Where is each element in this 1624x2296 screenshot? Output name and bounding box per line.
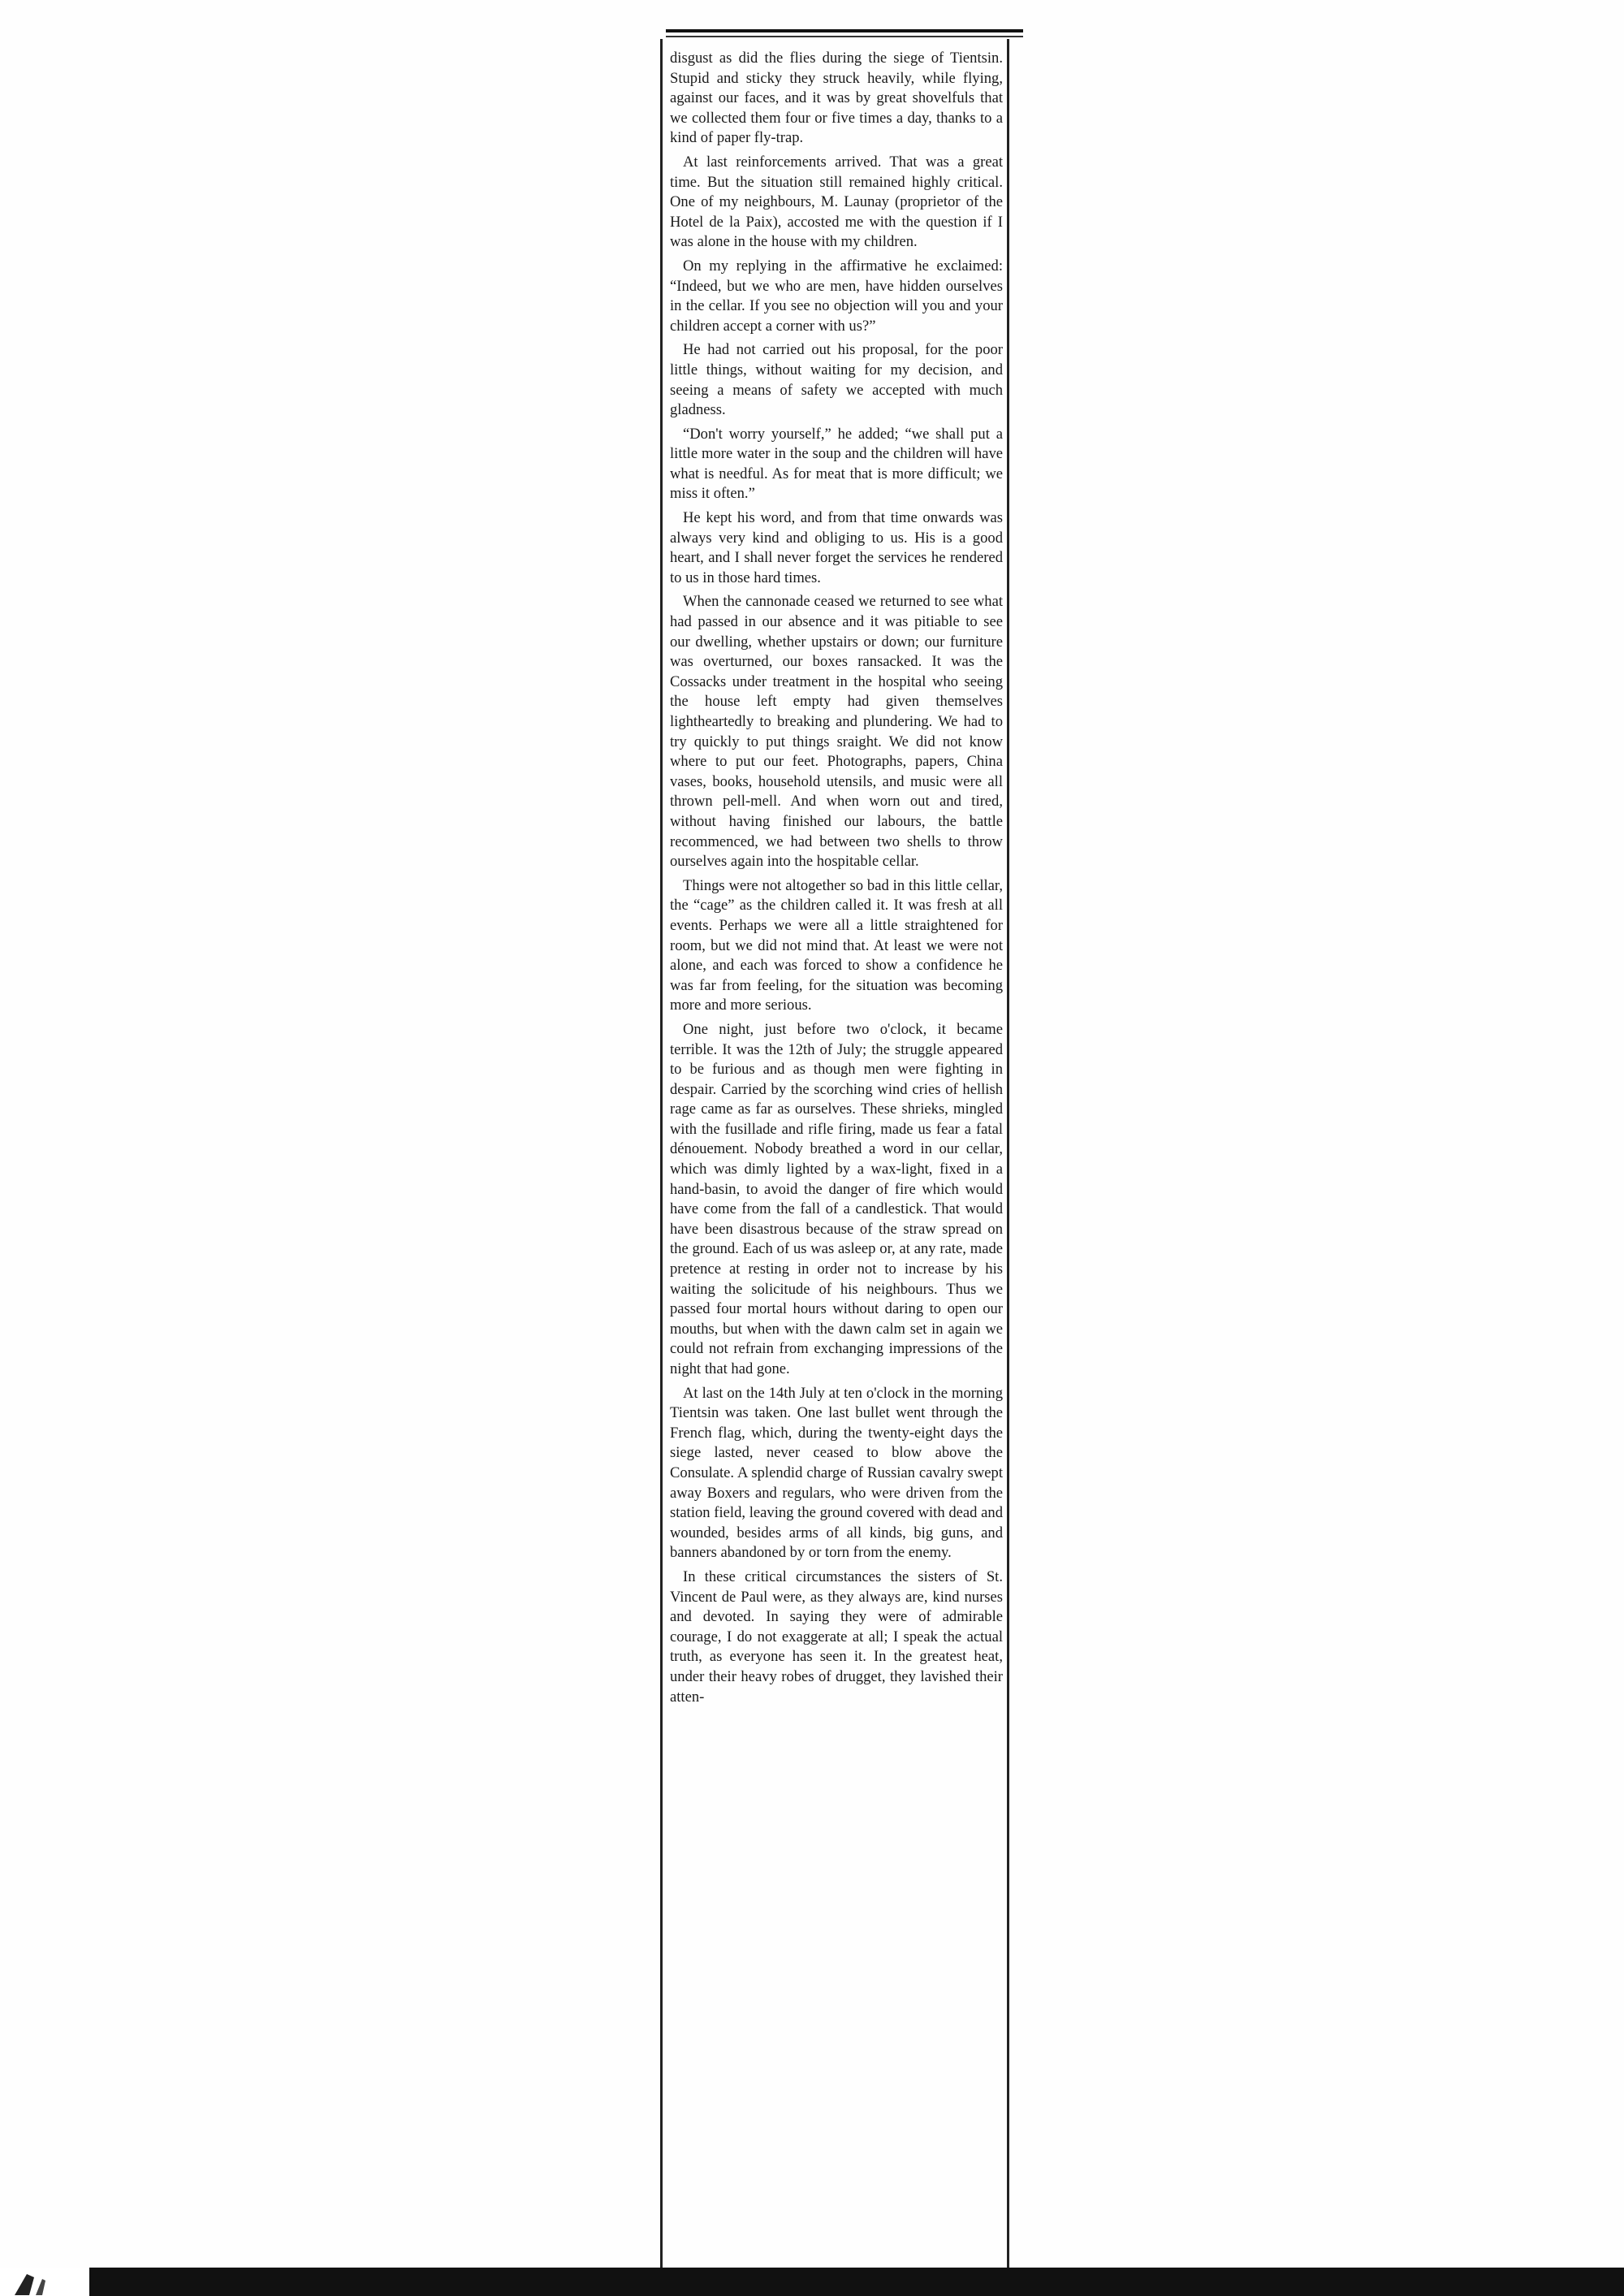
paragraph: He kept his word, and from that time onwards was always very kind and obliging to us. His is a good heart, and I shall never forget the services he rendered to us in those hard times. [670,509,1003,586]
paragraph: disgust as did the flies during the siege of Tientsin. Stupid and sticky they struck heavily, while flying, against our faces, and it was by great shovelfuls that we collected them four or five times a day, thanks to a kind of paper fly-trap. [670,50,1003,147]
paragraph: “Don't worry yourself,” he added; “we shall put a little more water in the soup and the children will have what is needful. As for meat that is more difficult; we miss it often.” [670,425,1003,503]
paragraph: One night, just before two o'clock, it became terrible. It was the 12th of July; the struggle appeared to be furious and as though men were fighting in despair. Carried by the scorching wind cries of hellish rage came as far as ourselves. These shrieks, mingled with the fusillade and rifle firing, made us fear a fatal dénouement. Nobody breathed a word in our cellar, which was dimly lighted by a wax-light, fixed in a hand-basin, to avoid the danger of fire which would have come from the fall of a candlestick. That would have been disastrous because of the straw spread on the ground. Each of us was asleep or, at any rate, made pretence at resting in order not to increase by his waiting the solicitude of his neighbours. Thus we passed four mortal hours without daring to open our mouths, but when with the dawn calm set in again we could not refrain from exchanging impressions of the night that had gone. [670,1020,1003,1377]
paragraph: In these critical circumstances the sisters of St. Vincent de Paul were, as they always are, kind nurses and devoted. In saying they were of admirable courage, I do not exaggerate at all; I speak the actual truth, as everyone has seen it. In the greatest heat, under their heavy robes of drugget, they lavished their atten- [670,1567,1003,1706]
article-text [670,49,1003,1711]
top-rule-thin [666,36,1023,37]
scan-corner-artifact [6,2264,55,2296]
scan-bottom-edge [0,2268,1624,2296]
paragraph: On my replying in the affirmative he exclaimed: “Indeed, but we who are men, have hidden ourselves in the cellar. If you see no objection will you and your children accept a corner with us?” [670,257,1003,335]
paragraph: At last reinforcements arrived. That was a great time. But the situation still remained highly critical. One of my neighbours, M. Launay (proprietor of the Hotel de la Paix), accosted me with the question if I was alone in the house with my children. [670,153,1003,251]
paragraph: He had not carried out his proposal, for the poor little things, without waiting for my decision, and seeing a means of safety we accepted with much gladness. [670,341,1003,419]
paragraph: At last on the 14th July at ten o'clock in the morning Tientsin was taken. One last bullet went through the French flag, which, during the twenty-eight days the siege lasted, never ceased to blow above the Consulate. A splendid charge of Russian cavalry swept away Boxers and regulars, who were driven from the station field, leaving the ground covered with dead and wounded, besides arms of all kinds, big guns, and banners abandoned by or torn from the enemy. [670,1384,1003,1562]
paragraph: Things were not altogether so bad in this little cellar, the “cage” as the children called it. It was fresh at all events. Perhaps we were all a little straightened for room, but we did not mind that. At least we were not alone, and each was forced to show a confidence he was far from feeling, for the situation was becoming more and more serious. [670,876,1003,1014]
paragraph: When the cannonade ceased we returned to see what had passed in our absence and it was pitiable to see our dwelling, whether upstairs or down; our furniture was overturned, our boxes ransacked. It was the Cossacks under treatment in the hospital who seeing the house left empty had given themselves lightheartedly to breaking and plundering. We had to try quickly to put things sraight. We did not know where to put our feet. Photographs, papers, China vases, books, household utensils, and music were all thrown pell-mell. And when worn out and tired, without having finished our labours, the battle recommenced, we had between two shells to throw ourselves again into the hospitable cellar. [670,593,1003,871]
top-rule [666,29,1023,32]
